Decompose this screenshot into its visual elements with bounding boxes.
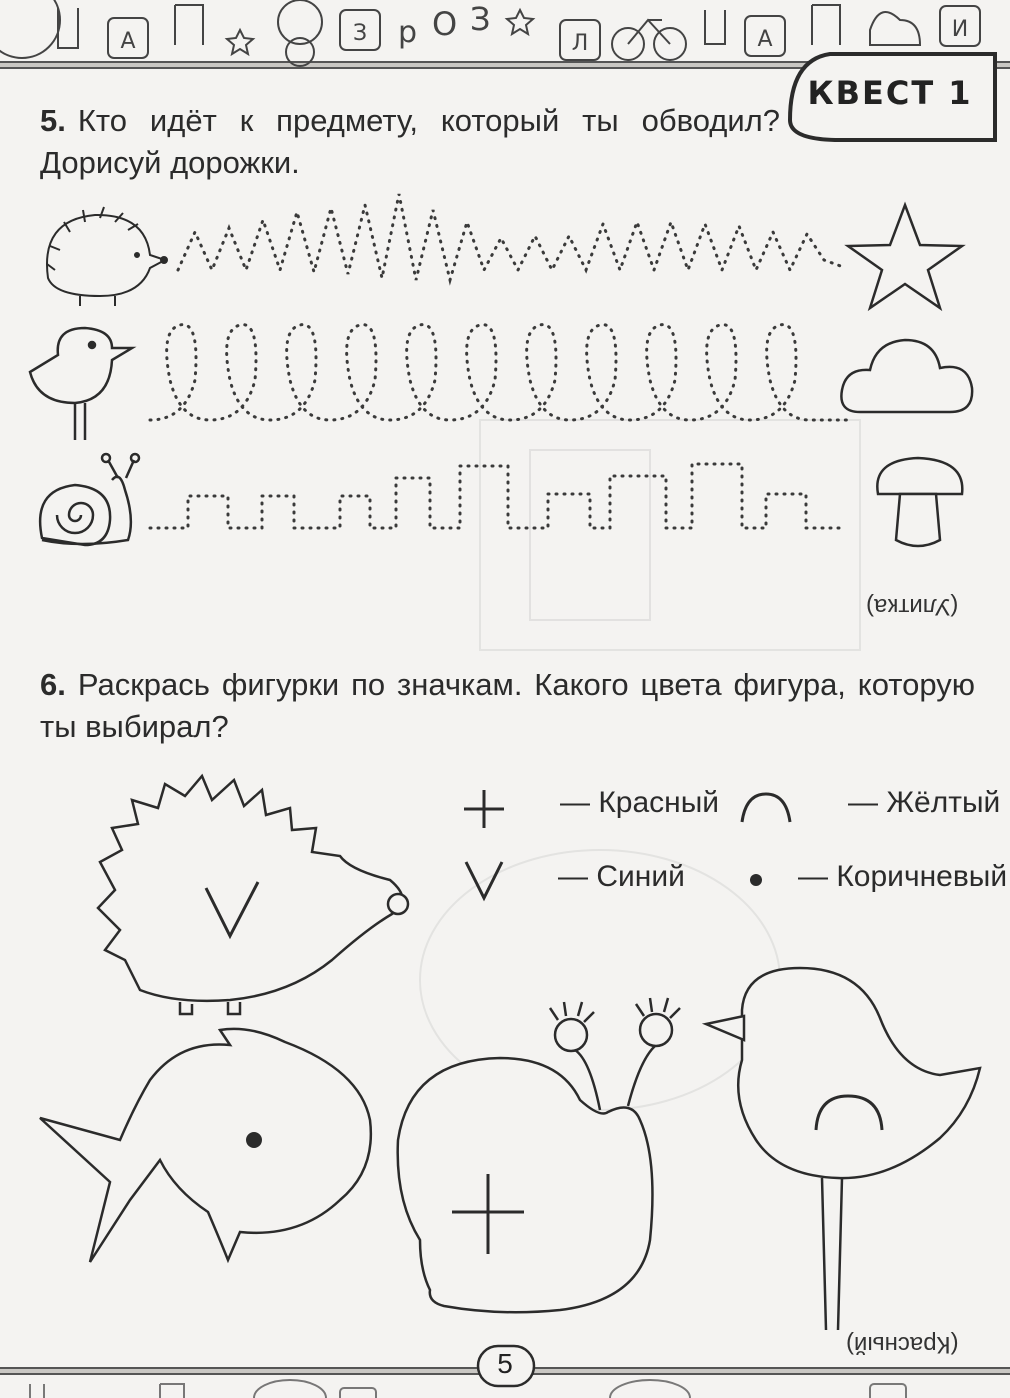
star-icon	[227, 30, 253, 54]
svg-text:А: А	[120, 29, 136, 54]
task-6-text: Раскрась фигурки по значкам. Какого цвета фигура, которую ты выбирал?	[40, 667, 975, 744]
snail-shape[interactable]	[398, 998, 680, 1312]
path-steps-to-mushroom[interactable]	[150, 464, 846, 528]
page-number: 5	[497, 1348, 513, 1379]
task-5-answer-upside-down: (Улитка)	[866, 593, 959, 620]
task-6-instruction	[40, 664, 975, 748]
arc-symbol-icon	[742, 794, 790, 822]
hedgehog-small-icon	[47, 207, 167, 306]
path-loops-to-cloud[interactable]	[150, 325, 850, 420]
fish-shape[interactable]	[40, 1029, 371, 1262]
chick-shape[interactable]	[706, 968, 980, 1330]
svg-text:З: З	[352, 21, 368, 46]
task-5-text: Кто идёт к предмету, который ты обводил? Дорисуй дорожки.	[40, 103, 780, 180]
letter-ch-icon	[58, 8, 78, 48]
svg-text:О: О	[432, 5, 458, 43]
dot-symbol-icon	[750, 874, 762, 886]
svg-text:И: И	[951, 17, 969, 42]
legend-yellow-label: — Жёлтый	[848, 786, 1001, 819]
star-target-icon[interactable]	[848, 205, 962, 308]
ball-icon	[0, 0, 60, 58]
path-zigzag-to-star[interactable]	[178, 194, 846, 280]
mushroom-target-icon[interactable]	[877, 458, 962, 546]
letter-p-icon	[175, 5, 203, 45]
snail-small-icon	[40, 454, 139, 545]
svg-text:А: А	[757, 27, 773, 52]
plus-symbol-icon	[464, 790, 504, 828]
cloud-target-icon[interactable]	[841, 340, 972, 412]
svg-text:р: р	[398, 15, 418, 50]
dot-mark-on-fish	[246, 1132, 262, 1148]
svg-text:З: З	[470, 0, 491, 38]
task-5-number: 5.	[40, 103, 66, 138]
legend-red-label: — Красный	[560, 786, 720, 819]
legend-brown-label: — Коричневый	[798, 860, 1008, 893]
hedgehog-shape[interactable]	[98, 776, 408, 1014]
task-6-answer-upside-down: (Красный)	[846, 1331, 959, 1358]
duck-toy-icon	[870, 12, 920, 45]
task-5-instruction	[40, 100, 780, 184]
task-6-number: 6.	[40, 667, 66, 702]
svg-text:Л: Л	[571, 31, 589, 56]
quest-badge-label: КВЕСТ 1	[807, 74, 973, 112]
legend-blue-label: — Синий	[558, 860, 685, 893]
chick-small-icon	[30, 328, 132, 440]
star-icon	[507, 10, 533, 34]
